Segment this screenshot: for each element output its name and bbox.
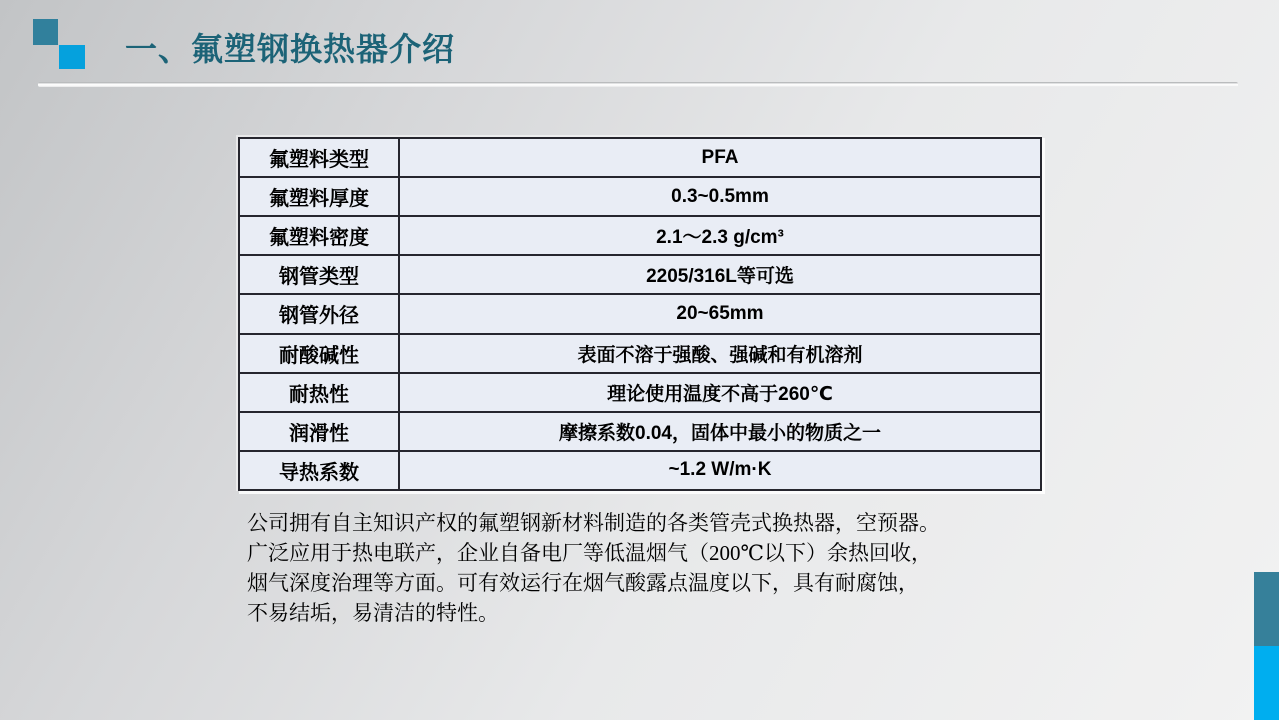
table-row bbox=[239, 373, 1041, 412]
row-label: 氟塑料密度 bbox=[239, 216, 399, 255]
table-row bbox=[239, 412, 1041, 451]
row-value: 摩擦系数0.04，固体中最小的物质之一 bbox=[399, 412, 1041, 451]
table-row bbox=[239, 255, 1041, 294]
spec-table bbox=[238, 137, 1042, 491]
table-row bbox=[239, 138, 1041, 177]
paragraph-line: 不易结垢，易清洁的特性。 bbox=[247, 601, 499, 625]
row-label: 耐酸碱性 bbox=[239, 334, 399, 373]
row-value: 20~65mm bbox=[399, 294, 1041, 333]
table-row bbox=[239, 294, 1041, 333]
row-label: 耐热性 bbox=[239, 373, 399, 412]
right-edge-bar-teal bbox=[1254, 572, 1279, 646]
row-value: PFA bbox=[399, 138, 1041, 177]
right-edge-bar-blue bbox=[1254, 646, 1279, 720]
paragraph-line: 烟气深度治理等方面。可有效运行在烟气酸露点温度以下，具有耐腐蚀， bbox=[247, 571, 919, 595]
row-label: 导热系数 bbox=[239, 451, 399, 490]
deco-square-teal bbox=[33, 19, 58, 45]
table-row bbox=[239, 451, 1041, 490]
table-row bbox=[239, 216, 1041, 255]
table-row bbox=[239, 177, 1041, 216]
row-value: 2205/316L等可选 bbox=[399, 255, 1041, 294]
row-value: 0.3~0.5mm bbox=[399, 177, 1041, 216]
deco-square-blue bbox=[59, 45, 85, 69]
description-paragraph bbox=[247, 508, 1052, 628]
row-value: 理论使用温度不高于260℃ bbox=[399, 373, 1041, 412]
row-value: 表面不溶于强酸、强碱和有机溶剂 bbox=[399, 334, 1041, 373]
page-title: 一、氟塑钢换热器介绍 bbox=[125, 31, 456, 67]
row-label: 润滑性 bbox=[239, 412, 399, 451]
paragraph-line: 公司拥有自主知识产权的氟塑钢新材料制造的各类管壳式换热器，空预器。 bbox=[247, 511, 940, 535]
row-value: 2.1～2.3 g/cm³ bbox=[399, 216, 1041, 255]
row-value: ~1.2 W/m·K bbox=[399, 451, 1041, 490]
paragraph-line: 广泛应用于热电联产，企业自备电厂等低温烟气（200℃以下）余热回收， bbox=[247, 541, 932, 565]
row-label: 钢管外径 bbox=[239, 294, 399, 333]
row-label: 氟塑料厚度 bbox=[239, 177, 399, 216]
title-underline bbox=[38, 82, 1238, 87]
row-label: 氟塑料类型 bbox=[239, 138, 399, 177]
table-row bbox=[239, 334, 1041, 373]
row-label: 钢管类型 bbox=[239, 255, 399, 294]
